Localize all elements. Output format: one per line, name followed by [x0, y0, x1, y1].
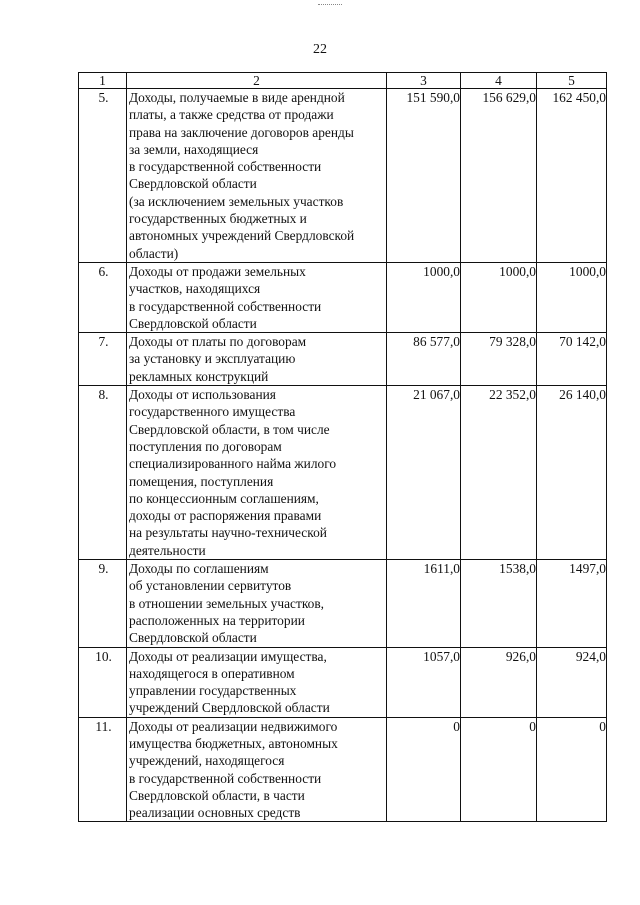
row-value-col-5: 1497,0 — [537, 560, 607, 647]
row-description: Доходы от использования государственного имущества Свердловской области, в том числе поступления по договорам специализированного найма жилого помещения, поступления по концессионным соглашениям, доходы от распоряжения правами на результаты научно-технической деятельности — [127, 386, 387, 560]
row-description: Доходы от продажи земельных участков, находящихся в государственной собственности Свердловской области — [127, 262, 387, 332]
row-value-col-5: 162 450,0 — [537, 89, 607, 263]
table-row — [79, 333, 607, 386]
row-number: 7. — [79, 333, 127, 386]
table-row — [79, 386, 607, 560]
row-value-col-5: 70 142,0 — [537, 333, 607, 386]
row-value-col-4: 0 — [461, 717, 537, 822]
table-row — [79, 647, 607, 717]
row-value-col-3: 1057,0 — [387, 647, 461, 717]
header-col-5: 5 — [537, 73, 607, 89]
row-number: 10. — [79, 647, 127, 717]
row-value-col-3: 1000,0 — [387, 262, 461, 332]
row-number: 8. — [79, 386, 127, 560]
row-number: 11. — [79, 717, 127, 822]
header-col-1: 1 — [79, 73, 127, 89]
row-value-col-3: 1611,0 — [387, 560, 461, 647]
row-value-col-3: 21 067,0 — [387, 386, 461, 560]
row-description: Доходы от реализации недвижимого имущества бюджетных, автономных учреждений, находящегося в государственной собственности Свердловской области, в части реализации основных средств — [127, 717, 387, 822]
row-number: 6. — [79, 262, 127, 332]
row-description: Доходы от реализации имущества, находящегося в оперативном управлении государственных учреждений Свердловской области — [127, 647, 387, 717]
row-value-col-4: 926,0 — [461, 647, 537, 717]
page-number: 22 — [313, 42, 327, 57]
row-number: 5. — [79, 89, 127, 263]
row-value-col-3: 86 577,0 — [387, 333, 461, 386]
row-description: Доходы по соглашениям об установлении сервитутов в отношении земельных участков, расположенных на территории Свердловской области — [127, 560, 387, 647]
row-value-col-4: 1000,0 — [461, 262, 537, 332]
row-value-col-4: 1538,0 — [461, 560, 537, 647]
row-number: 9. — [79, 560, 127, 647]
row-value-col-3: 151 590,0 — [387, 89, 461, 263]
row-value-col-5: 0 — [537, 717, 607, 822]
row-description: Доходы от платы по договорам за установку и эксплуатацию рекламных конструкций — [127, 333, 387, 386]
row-value-col-4: 156 629,0 — [461, 89, 537, 263]
table-row — [79, 717, 607, 822]
header-col-2: 2 — [127, 73, 387, 89]
row-description: Доходы, получаемые в виде арендной платы, а также средства от продажи права на заключение договоров аренды за земли, находящиеся в государственной собственности Свердловской области (за исключением земельных участков государственных бюджетных и автономных учреждений Свердловской области) — [127, 89, 387, 263]
scan-speck — [318, 4, 342, 7]
row-value-col-4: 22 352,0 — [461, 386, 537, 560]
row-value-col-5: 26 140,0 — [537, 386, 607, 560]
table-row — [79, 89, 607, 263]
header-col-3: 3 — [387, 73, 461, 89]
row-value-col-5: 924,0 — [537, 647, 607, 717]
header-col-4: 4 — [461, 73, 537, 89]
table-row — [79, 560, 607, 647]
row-value-col-4: 79 328,0 — [461, 333, 537, 386]
row-value-col-5: 1000,0 — [537, 262, 607, 332]
header-row — [79, 73, 607, 89]
row-value-col-3: 0 — [387, 717, 461, 822]
table-row — [79, 262, 607, 332]
revenue-table — [78, 72, 607, 822]
